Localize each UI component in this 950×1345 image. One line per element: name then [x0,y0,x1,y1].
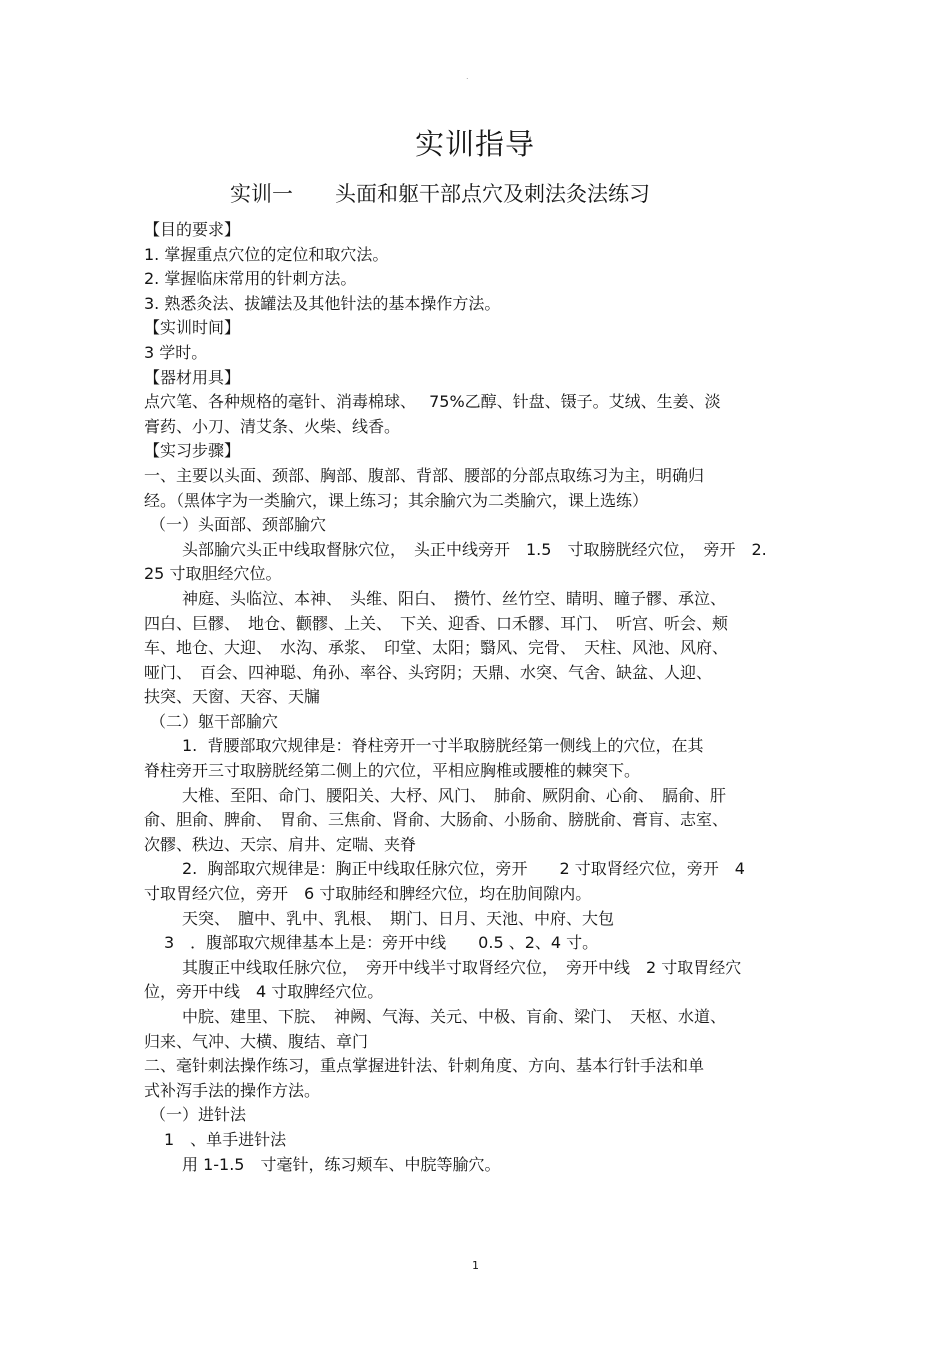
heading-steps: 【实习步骤】 [144,441,241,461]
text-line: 脊柱旁开三寸取膀胱经第二侧上的穴位，平相应胸椎或腰椎的棘突下。 [144,761,641,781]
text-line: 位，旁开中线 4 寸取脾经穴位。 [144,982,384,1002]
text-line: 1 、单手进针法 [164,1129,287,1149]
text-line: 式补泻手法的操作方法。 [144,1080,321,1100]
text-line: 1. 背腰部取穴规律是：脊柱旁开一寸半取膀胱经第一侧线上的穴位，在其 [182,736,704,756]
subheading-needle-insertion: （一）进针法 [150,1105,247,1125]
text-line: 25 寸取胆经穴位。 [144,564,282,584]
text-line: 天突、 膻中、乳中、乳根、 期门、日月、天池、中府、大包 [182,908,615,928]
text-line: 次髎、秩边、天宗、肩井、定喘、夹脊 [144,834,417,854]
text-line: 2. 胸部取穴规律是：胸正中线取任脉穴位，旁开 2 寸取肾经穴位，旁开 4 [182,859,745,879]
text-line: 经。（黑体字为一类腧穴，课上练习；其余腧穴为二类腧穴，课上选练） [144,490,649,510]
text-line: 用 1-1.5 寸毫针，练习颊车、中脘等腧穴。 [182,1154,501,1174]
heading-equipment: 【器材用具】 [144,367,241,387]
text-line: 一、主要以头面、颈部、胸部、腹部、背部、腰部的分部点取练习为主，明确归 [144,465,705,485]
text-line: 哑门、 百会、四神聪、角孙、率谷、头窍阴；天鼎、水突、气舍、缺盆、人迎、 [144,662,713,682]
header-mark: . [466,72,469,81]
page-title: 实训指导 [414,127,535,161]
heading-objectives: 【目的要求】 [144,220,241,239]
text-line: 寸取胃经穴位，旁开 6 寸取肺经和脾经穴位，均在肋间隙内。 [144,884,592,904]
body-text [144,218,809,1177]
section-subtitle: 实训一 头面和躯干部点穴及刺法灸法练习 [230,182,650,206]
text-line: 点穴笔、各种规格的毫针、消毒棉球、 75%乙醇、针盘、镊子。艾绒、生姜、淡 [144,392,721,412]
page-number: 1 [472,1259,479,1272]
text-line: 归来、气冲、大横、腹结、章门 [144,1031,369,1051]
text-line: 头部腧穴头正中线取督脉穴位， 头正中线旁开 1.5 寸取膀胱经穴位， 旁开 2. [182,539,767,559]
text-line: 3. 熟悉灸法、拔罐法及其他针法的基本操作方法。 [144,293,501,313]
text-line: 车、地仓、大迎、 水沟、承浆、 印堂、太阳；翳风、完骨、 天柱、风池、风府、 [144,638,729,658]
text-line: 二、毫针刺法操作练习，重点掌握进针法、针刺角度、方向、基本行针手法和单 [144,1056,705,1076]
subheading-head-neck: （一）头面部、颈部腧穴 [150,515,327,535]
text-line: 3 学时。 [144,342,208,362]
text-line: 其腹正中线取任脉穴位， 旁开中线半寸取肾经穴位， 旁开中线 2 寸取胃经穴 [182,957,742,977]
text-line: 3 ．腹部取穴规律基本上是：旁开中线 0.5 、2、4 寸。 [164,933,599,953]
text-line: 扶突、天窗、天容、天牖 [144,687,321,707]
text-line: 大椎、至阳、命门、腰阳关、大杼、风门、 肺俞、厥阴俞、心俞、 膈俞、肝 [182,785,727,805]
subheading-trunk: （二）躯干部腧穴 [150,711,279,731]
heading-training-time: 【实训时间】 [144,318,241,338]
text-line: 俞、胆俞、脾俞、 胃俞、三焦俞、肾俞、大肠俞、小肠俞、膀胱俞、膏肓、志室、 [144,810,729,830]
text-line: 1. 掌握重点穴位的定位和取穴法。 [144,244,389,264]
text-line: 四白、巨髎、 地仓、颧髎、上关、 下关、迎香、口禾髎、耳门、 听宫、听会、颊 [144,613,729,633]
text-line: 神庭、头临泣、本神、 头维、阳白、 攒竹、丝竹空、睛明、瞳子髎、承泣、 [182,588,727,608]
text-line: 中脘、建里、下脘、 神阙、气海、关元、中极、肓俞、梁门、 天枢、水道、 [182,1007,727,1026]
text-line: 2. 掌握临床常用的针刺方法。 [144,269,357,289]
text-line: 膏药、小刀、清艾条、火柴、线香。 [144,416,401,436]
